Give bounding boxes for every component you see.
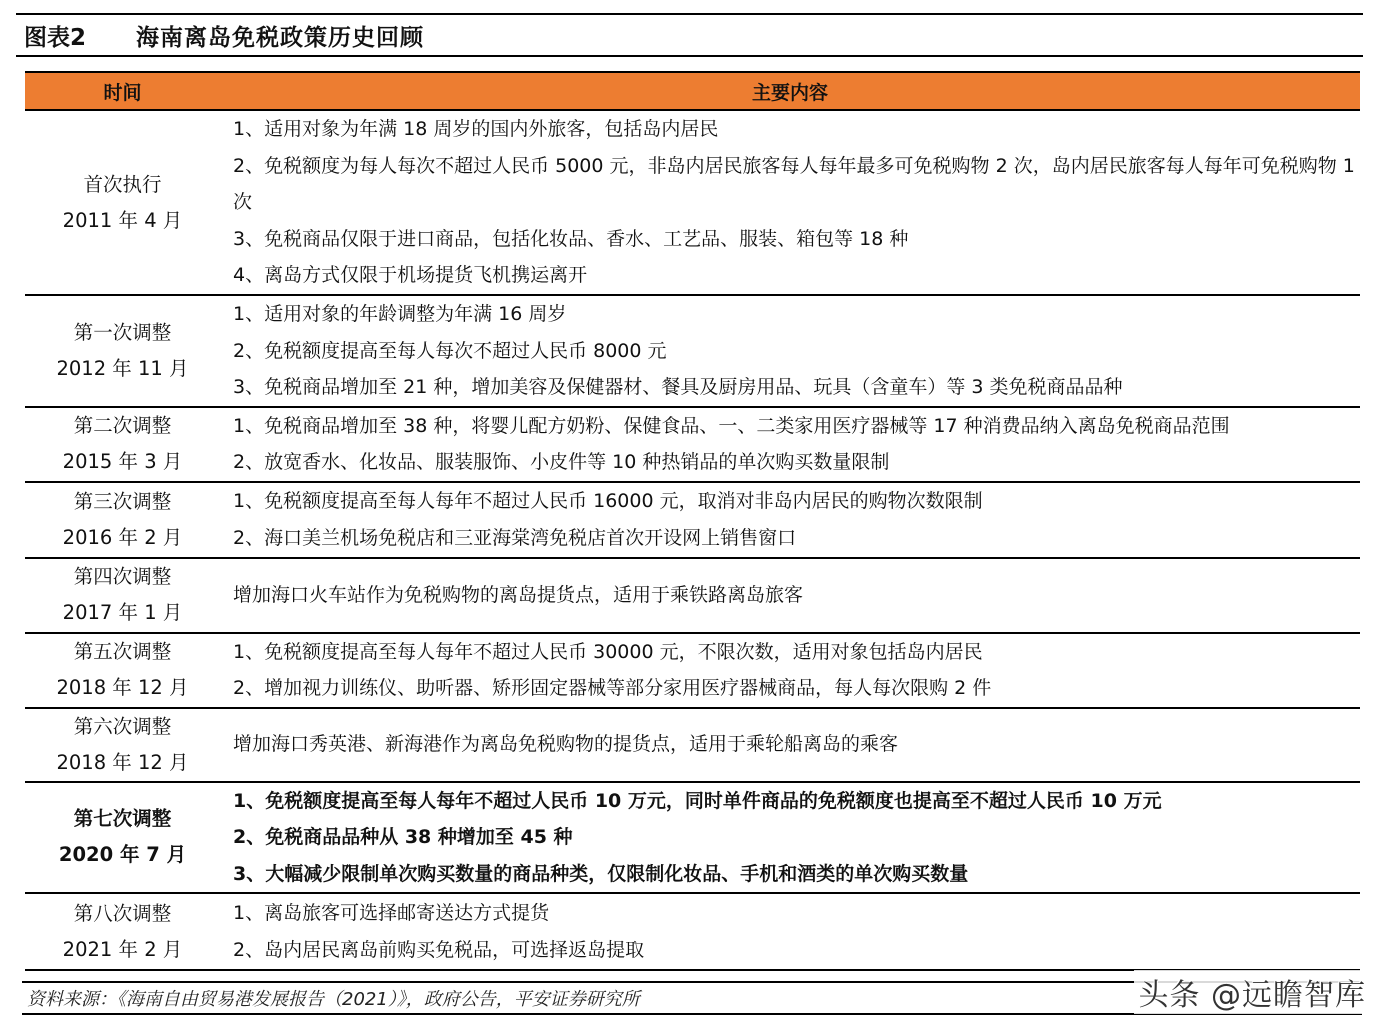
content-cell (220, 633, 1360, 708)
policy-item: 增加海口火车站作为免税购物的离岛提货点，适用于乘铁路离岛旅客 (233, 583, 804, 606)
policy-item: 1、离岛旅客可选择邮寄送达方式提货 (233, 902, 550, 924)
policy-item: 4、离岛方式仅限于机场提货飞机携运离开 (233, 264, 588, 287)
content-cell (220, 558, 1360, 633)
content-cell (220, 407, 1360, 482)
adjustment-name: 第三次调整 (73, 489, 172, 513)
time-cell (25, 482, 220, 558)
time-cell (25, 558, 220, 633)
policy-item: 1、免税额度提高至每人每年不超过人民币 30000 元，不限次数，适用对象包括岛内居民 (233, 640, 983, 663)
table-row (25, 558, 1360, 633)
content-cell (220, 295, 1360, 407)
figure-title-bar (16, 13, 1363, 57)
adjustment-name: 第八次调整 (73, 901, 172, 925)
table-row (25, 407, 1360, 482)
figure-title: 海南离岛免税政策历史回顾 (136, 24, 424, 51)
adjustment-date: 2020 年 7 月 (58, 843, 187, 867)
policy-item: 3、免税商品仅限于进口商品，包括化妆品、香水、工艺品、服装、箱包等 18 种 (233, 227, 909, 250)
policy-item: 2、免税额度为每人每次不超过人民币 5000 元，非岛内居民旅客每人每年最多可免税购物 2 次，岛内居民旅客每人每年可免税购物 1 次 (233, 154, 1355, 214)
policy-item: 1、适用对象为年满 18 周岁的国内外旅客，包括岛内居民 (233, 118, 719, 141)
adjustment-name: 第四次调整 (73, 565, 172, 588)
policy-history-table (25, 71, 1360, 971)
figure-number: 图表2 (24, 24, 87, 51)
source-note: 资料来源：《海南自由贸易港发展报告（2021）》，政府公告，平安证券研究所 (27, 989, 640, 1010)
policy-item: 2、放宽香水、化妆品、服装服饰、小皮件等 10 种热销品的单次购买数量限制 (233, 451, 890, 473)
table-row (25, 633, 1360, 708)
time-cell (25, 110, 220, 295)
adjustment-date: 2018 年 12 月 (56, 676, 189, 699)
table-header-row (25, 72, 1360, 110)
column-header-content: 主要内容 (220, 72, 1360, 110)
adjustment-name: 第二次调整 (73, 414, 172, 437)
policy-item: 2、海口美兰机场免税店和三亚海棠湾免税店首次开设网上销售窗口 (233, 526, 797, 549)
policy-item: 增加海口秀英港、新海港作为离岛免税购物的提货点，适用于乘轮船离岛的乘客 (233, 733, 899, 756)
adjustment-date: 2016 年 2 月 (62, 525, 183, 549)
time-cell (25, 295, 220, 407)
table-row (25, 893, 1360, 970)
watermark: 头条 @远瞻智库 (1134, 970, 1370, 1014)
adjustment-date: 2012 年 11 月 (56, 356, 189, 380)
time-cell (25, 782, 220, 894)
policy-item: 1、免税商品增加至 38 种，将婴儿配方奶粉、保健食品、一、二类家用医疗器械等 17 种消费品纳入离岛免税商品范围 (233, 414, 1230, 437)
time-cell (25, 407, 220, 482)
policy-item: 3、免税商品增加至 21 种，增加美容及保健器材、餐具及厨房用品、玩具（含童车）等 3 类免税商品品种 (233, 376, 1123, 398)
adjustment-date: 2018 年 12 月 (56, 750, 189, 774)
content-cell (220, 782, 1360, 894)
adjustment-date: 2017 年 1 月 (62, 601, 183, 624)
adjustment-name: 第一次调整 (73, 320, 172, 344)
time-cell (25, 893, 220, 970)
adjustment-name: 第五次调整 (73, 640, 172, 663)
adjustment-name: 第六次调整 (73, 714, 172, 738)
adjustment-date: 2011 年 4 月 (62, 208, 183, 232)
table-row (25, 482, 1360, 558)
column-header-time: 时间 (25, 72, 220, 110)
policy-item: 2、岛内居民离岛前购买免税品，可选择返岛提取 (233, 938, 645, 961)
policy-item: 2、增加视力训练仪、助听器、矫形固定器械等部分家用医疗器械商品，每人每次限购 2 件 (233, 677, 992, 699)
time-cell (25, 633, 220, 708)
table-row (25, 782, 1360, 894)
policy-item: 3、大幅减少限制单次购买数量的商品种类，仅限制化妆品、手机和酒类的单次购买数量 (233, 862, 969, 885)
content-cell (220, 893, 1360, 970)
table-body (25, 110, 1360, 970)
content-cell (220, 708, 1360, 782)
policy-item: 1、免税额度提高至每人每年不超过人民币 10 万元，同时单件商品的免税额度也提高至不超过人民币 10 万元 (233, 789, 1162, 812)
policy-item: 1、适用对象的年龄调整为年满 16 周岁 (233, 303, 567, 325)
adjustment-name: 首次执行 (83, 172, 162, 196)
table-row (25, 110, 1360, 295)
policy-item: 1、免税额度提高至每人每年不超过人民币 16000 元，取消对非岛内居民的购物次数限制 (233, 490, 983, 512)
content-cell (220, 110, 1360, 295)
content-cell (220, 482, 1360, 558)
policy-item: 2、免税额度提高至每人每次不超过人民币 8000 元 (233, 339, 667, 362)
policy-item: 2、免税商品品种从 38 种增加至 45 种 (233, 826, 573, 848)
adjustment-name: 第七次调整 (73, 807, 172, 831)
time-cell (25, 708, 220, 782)
table-row (25, 295, 1360, 407)
table-row (25, 708, 1360, 782)
adjustment-date: 2015 年 3 月 (62, 450, 183, 473)
adjustment-date: 2021 年 2 月 (62, 937, 183, 961)
